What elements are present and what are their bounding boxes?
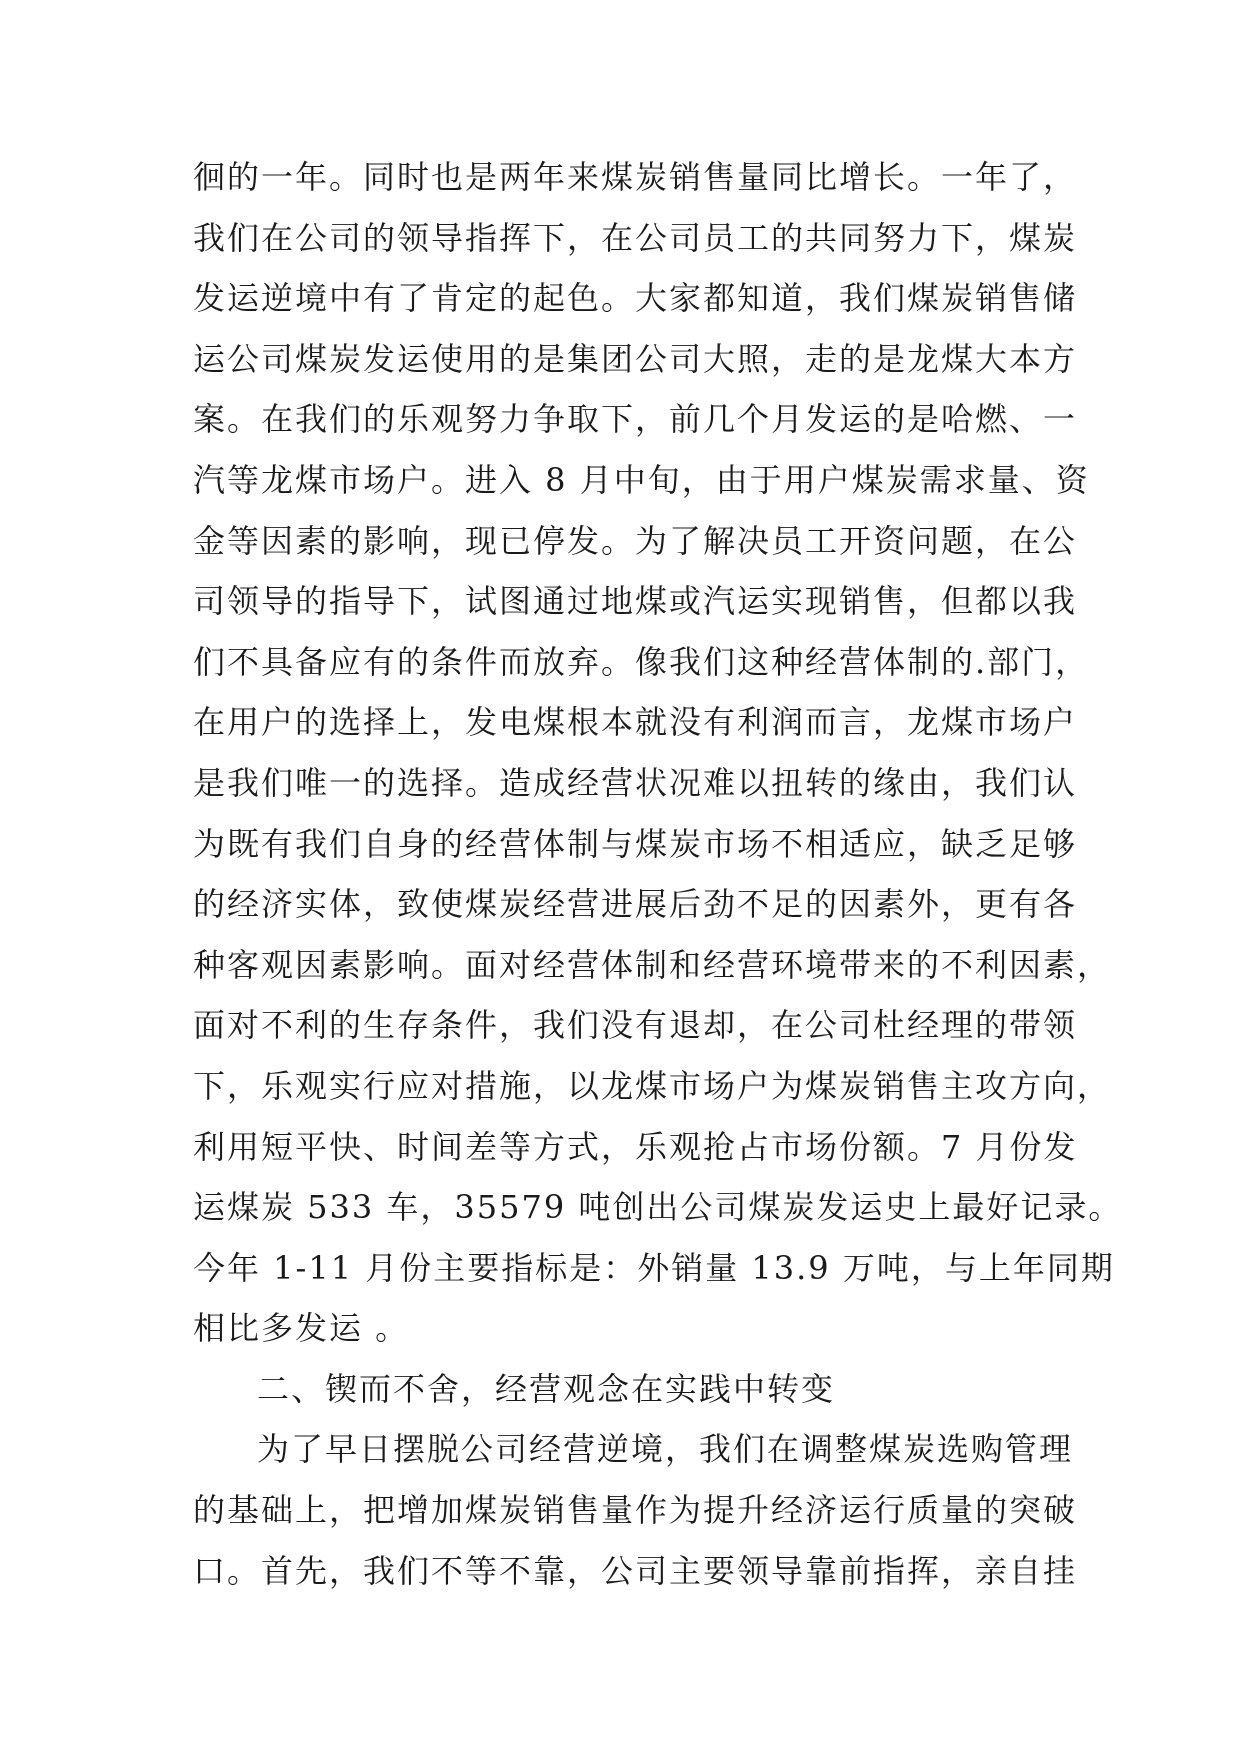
text-line: 是我们唯一的选择。造成经营状况难以扭转的缘由，我们认: [193, 763, 1078, 802]
text-line: 发运逆境中有了肯定的起色。大家都知道，我们煤炭销售储: [193, 279, 1078, 318]
text-line: 的基础上，把增加煤炭销售量作为提升经济运行质量的突破: [193, 1491, 1078, 1530]
text-line: 运煤炭 533 车，35579 吨创出公司煤炭发运史上最好记录。: [193, 1188, 1123, 1227]
text-line: 下，乐观实行应对措施，以龙煤市场户为煤炭销售主攻方向，: [193, 1066, 1112, 1105]
text-line: 们不具备应有的条件而放弃。像我们这种经营体制的.部门，: [193, 642, 1090, 681]
text-line: 利用短平快、时间差等方式，乐观抢占市场份额。7 月份发: [193, 1127, 1078, 1166]
text-line: 我们在公司的领导指挥下，在公司员工的共同努力下，煤炭: [193, 218, 1078, 257]
text-line: 徊的一年。同时也是两年来煤炭销售量同比增长。一年了，: [193, 158, 1078, 196]
text-line: 司领导的指导下，试图通过地煤或汽运实现销售，但都以我: [193, 582, 1078, 621]
text-line: 运公司煤炭发运使用的是集团公司大照，走的是龙煤大本方: [193, 339, 1078, 378]
text-line: 今年 1-11 月份主要指标是：外销量 13.9 万吨，与上年同期: [193, 1248, 1115, 1287]
text-line: 口。首先，我们不等不靠，公司主要领导靠前指挥，亲自挂: [193, 1551, 1078, 1590]
text-line: 案。在我们的乐观努力争取下，前几个月发运的是哈燃、一: [193, 400, 1078, 439]
text-line: 种客观因素影响。面对经营体制和经营环境带来的不利因素，: [193, 945, 1112, 984]
paragraph-first-line: 为了早日摆脱公司经营逆境，我们在调整煤炭选购管理: [257, 1430, 1074, 1469]
text-line: 面对不利的生存条件，我们没有退却，在公司杜经理的带领: [193, 1006, 1078, 1045]
section-heading: 二、锲而不舍，经营观念在实践中转变: [257, 1369, 836, 1408]
text-line: 的经济实体，致使煤炭经营进展后劲不足的因素外，更有各: [193, 885, 1078, 924]
text-line: 相比多发运 。: [193, 1309, 410, 1348]
text-line: 为既有我们自身的经营体制与煤炭市场不相适应，缺乏足够: [193, 824, 1078, 863]
document-body: [193, 147, 1123, 1601]
text-line: 在用户的选择上，发电煤根本就没有利润而言，龙煤市场户: [193, 703, 1078, 742]
text-line: 汽等龙煤市场户。进入 8 月中旬，由于用户煤炭需求量、资: [193, 460, 1090, 499]
text-line: 金等因素的影响，现已停发。为了解决员工开资问题，在公: [193, 521, 1078, 560]
